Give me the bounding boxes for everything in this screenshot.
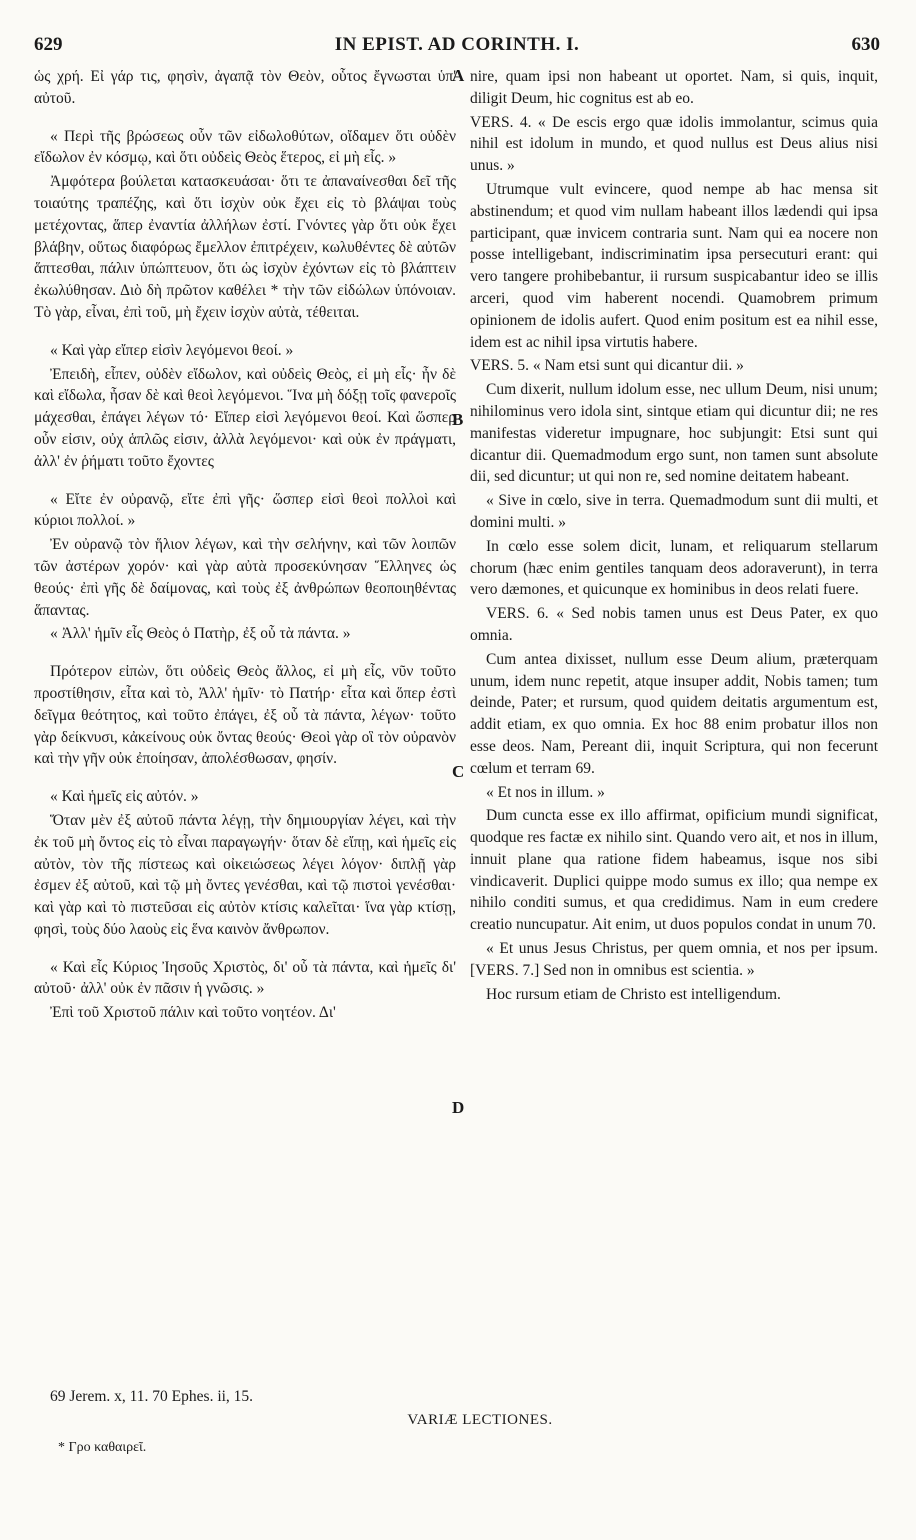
greek-lemma: « Ἀλλ' ἡμῖν εἷς Θεὸς ὁ Πατὴρ, ἐξ οὗ τὰ πάντα. » xyxy=(50,625,351,643)
greek-lemma: « Καὶ εἷς Κύριος Ἰησοῦς Χριστὸς, δι' οὗ τὰ πάντα, καὶ ἡμεῖς δι' αὐτοῦ· ἀλλ' οὐκ ἐν πᾶσιν ἡ γνῶσις. » xyxy=(34,958,456,998)
latin-paragraph: Hoc rursum etiam de Christo est intelligendum. xyxy=(486,985,781,1003)
greek-paragraph: Ὅταν μὲν ἐξ αὐτοῦ πάντα λέγῃ, τὴν δημιουργίαν λέγει, καὶ τὴν ἐκ τοῦ μὴ ὄντος εἰς τὸ εἶναι παραγωγήν· ὅταν δὲ εἴπῃ, καὶ ἡμεῖς εἰς αὐτὸν, τὸν τῆς πίστεως καὶ οἰκειώσεως λέγει λόγον· διπλῇ γὰρ ἐσμεν ἐξ αὐτοῦ, καὶ τῷ μὴ ὄντες γενέσθαι, καὶ τῷ πιστοὶ γενέσθαι· καὶ γὰρ καὶ τὸ πιστεῦσαι εἰς αὐτὸν κτίσις καλεῖται· ἵνα γὰρ κτίσῃ, φησὶ, τοὺς δύο λαοὺς εἰς ἕνα καινὸν ἄνθρωπον. xyxy=(34,811,456,938)
greek-lemma: « Περὶ τῆς βρώσεως οὖν τῶν εἰδωλοθύτων, οἴδαμεν ὅτι οὐδὲν εἴδωλον ἐν κόσμῳ, καὶ ὅτι οὐδεὶς Θεὸς ἕτερος, εἰ μὴ εἷς. » xyxy=(34,127,456,167)
margin-marker-d: D xyxy=(452,1098,465,1117)
latin-paragraph: Dum cuncta esse ex illo affirmat, opificium mundi significat, quodque res factæ ex nihilo sint. Quando vero ait, et nos in illum, innuit plane qua ratione fidem habeamus, isque nos sibi vindicaverit. Duplici quippe modo sumus ex illo; qua nempe ex nihilo conditi sumus, et qua credidimus. Nam in eum credere creatio nuncupatur. Ait enim, ut duos populos condat in unum 70. xyxy=(470,807,878,934)
page-number-right: 630 xyxy=(851,34,880,55)
footnotes: 69 Jerem. x, 11. 70 Ephes. ii, 15. xyxy=(50,1388,254,1405)
greek-paragraph: Ἐπειδὴ, εἶπεν, οὐδὲν εἴδωλον, καὶ οὐδεὶς Θεὸς, εἰ μὴ εἷς· ἦν δὲ καὶ εἴδωλα, ἦσαν δὲ καὶ θεοὶ λεγόμενοι. Ἵνα μὴ δόξῃ τοῖς φανεροῖς μάχεσθαι, ἐπάγει λέγων τό· Εἴπερ εἰσὶ λεγόμενοι θεοί. Καὶ ὥσπερ οὖν εἰσιν, οὐχ ἁπλῶς εἰσιν, ἀλλὰ λεγόμενοι· καὶ οὐκ ἐν πράγματι, ἀλλ' ἐν ῥήματι τοῦτο ἔχοντες xyxy=(34,365,456,470)
margin-marker-a: A xyxy=(452,66,465,85)
latin-column xyxy=(470,66,878,1007)
running-title: IN EPIST. AD CORINTH. I. xyxy=(334,34,580,55)
greek-lemma: « Εἴτε ἐν οὐρανῷ, εἴτε ἐπὶ γῆς· ὥσπερ εἰσὶ θεοὶ πολλοὶ καὶ κύριοι πολλοί. » xyxy=(34,490,456,530)
greek-paragraph: Ἐν οὐρανῷ τὸν ἥλιον λέγων, καὶ τὴν σελήνην, καὶ τῶν λοιπῶν τῶν ἀστέρων χορόν· καὶ γὰρ αὐτὰ προσεκύνησαν Ἕλληνες ὡς θεούς· ἐπὶ γῆς δὲ δαίμονας, καὶ τοὺς ἐξ ἀνθρώπων θεοποιηθέντας ἅπαντας. xyxy=(34,536,456,619)
greek-paragraph: Ἐπὶ τοῦ Χριστοῦ πάλιν καὶ τοῦτο νοητέον. Δι' xyxy=(50,1004,336,1022)
latin-verse: VERS. 4. « De escis ergo quæ idolis immolantur, scimus quia nihil est idolum in mundo, et quod nullus est Deus alius nisi unus. » xyxy=(470,113,878,175)
greek-paragraph: Ἀμφότερα βούλεται κατασκευάσαι· ὅτι τε ἀπαναίνεσθαι δεῖ τῆς τοιαύτης τραπέζης, καὶ ὅτι ἰσχὺν οὐκ ἔχει εἰς τὸ βλάψαι τοὺς μετέχοντας, ἅπερ ἐναντία ἀλλήλων ἐστί. Γνόντες γὰρ ὅτι οὐκ ἔχει βλάβην, οὕτως διαφόρως ἔμελλον ἐπιτρέχειν, κωλυθέντες δὲ αὐτῶν ἅπτεσθαι, πάλιν ὑπώπτευον, ὅτι ὡς ἰσχὺν ἐχόντων εἰς τὸ βλάπτειν ἐκωλύθησαν. Διὸ δὴ πρῶτον καθέλει * τὴν τῶν εἰδώλων ὑπόνοιαν. Τὸ γὰρ, εἶναι, ἐπὶ τοῦ, μὴ ἔχειν ἰσχὺν αὐτὰ, τέθειται. xyxy=(34,173,456,321)
latin-paragraph: In cœlo esse solem dicit, lunam, et reliquarum stellarum chorum (hæc enim gentiles tanquam deos adoraverunt), in terra vero dæmones, et quicunque ex hominibus in deos relati fuere. xyxy=(470,537,878,599)
greek-paragraph: Πρότερον εἰπὼν, ὅτι οὐδεὶς Θεὸς ἄλλος, εἰ μὴ εἷς, νῦν τοῦτο προστίθησιν, εἶτα καὶ τὸ, Ἀλλ' ἡμῖν· τὸ Πατήρ· εἶτα καὶ ὅπερ ἐστὶ δεῖγμα θεότητος, καὶ τοῦτο ἐπάγει, ἐξ οὗ τὰ πάντα, λέγων· τοῦτο γὰρ δείκνυσι, κἀκείνους οὐκ ὄντας θεούς· Θεοὶ γὰρ οἳ τὸν οὐρανὸν καὶ τὴν γῆν οὐκ ἐποίησαν, ἀπολέσθωσαν, φησίν. xyxy=(34,663,456,768)
variae-lectiones-heading: VARIÆ LECTIONES. xyxy=(407,1412,553,1428)
greek-lemma: « Καὶ ἡμεῖς εἰς αὐτόν. » xyxy=(50,788,199,806)
page-number-left: 629 xyxy=(34,34,63,55)
variant-reading-note: * Γρο καθαιρεῖ. xyxy=(58,1440,147,1455)
margin-marker-b: B xyxy=(452,410,464,429)
latin-paragraph: Cum dixerit, nullum idolum esse, nec ullum Deum, nisi unum; nihilominus vero idola sint, sintque etiam qui dicuntur dii; ne res manifestas videretur impugnare, hoc subjungit: Etsi sunt qui dicantur dii. Quemadmodum ergo sunt, non tamen sunt absolute dii, sed dicuntur; ut qui non re, sed nomine deitatem habeant. xyxy=(470,381,878,486)
latin-paragraph: Utrumque vult evincere, quod nempe ab hac mensa sit abstinendum; et quod vim nullam habeant illos lædendi qui ipsa participant, quæ invicem contraria sunt. Nam qui ea nocere non posse intelligebant, indiscriminatim ipsa persecuturi erant: qui vero tangere prohibebantur, ii rursum suspicabantur ideo se illis arceri, quod vim haberent nocendi. Quamobrem primum opinionem de idolis aufert. Quod enim positum est ea nihil esse, idem est ac nihil ipsa virtutis habere. xyxy=(470,180,878,351)
running-header xyxy=(34,34,880,60)
margin-marker-c: C xyxy=(452,762,465,781)
latin-paragraph: Cum antea dixisset, nullum esse Deum alium, præterquam unum, idem nunc repetit, atque insuper addit, Nobis tamen; tum deinde, Pater; et rursum, quod quidem deitatis argumentum est, addit etiam, ex quo omnia. Ex hoc 88 enim probatur illos non esse deos. Nam, Pereant dii, inquit Scriptura, qui non fecerunt cœlum et terram 69. xyxy=(470,650,878,777)
latin-lemma: « Et nos in illum. » xyxy=(486,783,605,801)
latin-lemma: « Sive in cœlo, sive in terra. Quemadmodum sunt dii multi, et domini multi. » xyxy=(470,492,878,531)
latin-verse: VERS. 5. « Nam etsi sunt qui dicantur dii. » xyxy=(470,357,744,375)
latin-verse: VERS. 6. « Sed nobis tamen unus est Deus Pater, ex quo omnia. xyxy=(470,605,878,644)
greek-paragraph: ὡς χρή. Εἰ γάρ τις, φησὶν, ἀγαπᾷ τὸν Θεὸν, οὗτος ἔγνωσται ὑπ' αὐτοῦ. xyxy=(34,68,456,107)
greek-lemma: « Καὶ γὰρ εἴπερ εἰσὶν λεγόμενοι θεοί. » xyxy=(50,341,294,359)
latin-paragraph: nire, quam ipsi non habeant ut oportet. Nam, si quis, inquit, diligit Deum, hic cognitus est ab eo. xyxy=(470,68,878,107)
greek-column xyxy=(34,66,456,1026)
latin-lemma: « Et unus Jesus Christus, per quem omnia, et nos per ipsum. [VERS. 7.] Sed non in omnibus est scientia. » xyxy=(470,940,878,979)
